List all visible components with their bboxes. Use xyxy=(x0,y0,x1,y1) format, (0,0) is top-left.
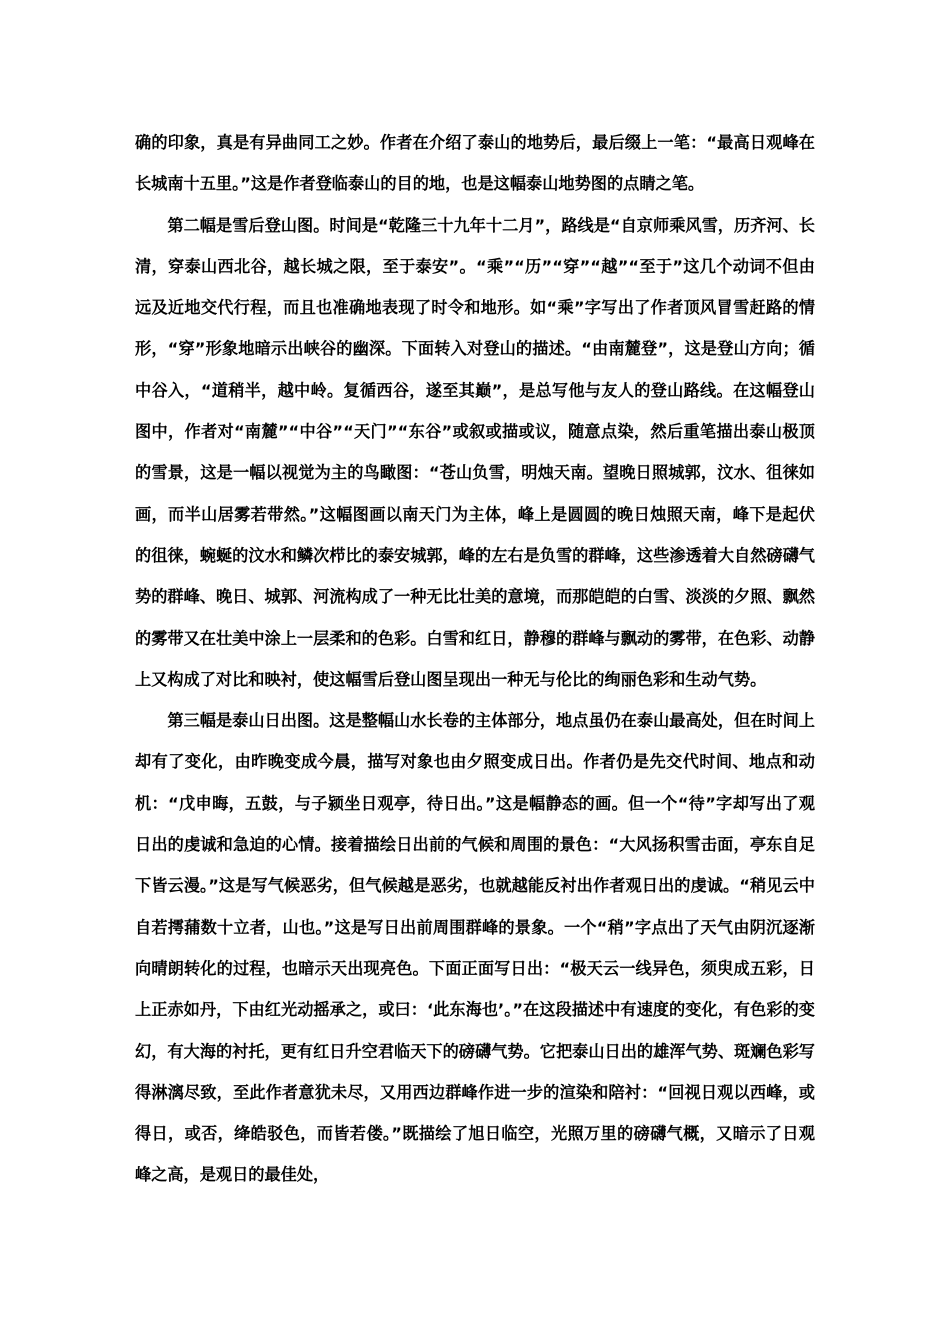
paragraph-3: 第三幅是泰山日出图。这是整幅山水长卷的主体部分，地点虽仍在泰山最高处，但在时间上却有了变化，由昨晚变成今晨，描写对象也由夕照变成日出。作者仍是先交代时间、地点和动机：“戊申晦，五鼓，与子颍坐日观亭，待日出。”这是幅静态的画。但一个“待”字却写出了观日出的虔诚和急迫的心情。接着描绘日出前的气候和周围的景色：“大风扬积雪击面，亭东自足下皆云漫。”这是写气候恶劣，但气候越是恶劣，也就越能反衬出作者观日出的虔诚。“稍见云中自若摴蒱数十立者，山也。”这是写日出前周围群峰的景象。一个“稍”字点出了天气由阴沉逐渐向晴朗转化的过程，也暗示天出现亮色。下面正面写日出：“极天云一线异色，须臾成五彩，日上正赤如丹，下由红光动摇承之，或曰：‘此东海也’。”在这段描述中有速度的变化，有色彩的变幻，有大海的衬托，更有红日升空君临天下的磅礴气势。它把泰山日出的雄浑气势、斑斓色彩写得淋漓尽致，至此作者意犹未尽，又用西边群峰作进一步的渲染和陪衬：“回视日观以西峰，或得日，或否，绛皓驳色，而皆若偻。”既描绘了旭日临空，光照万里的磅礴气概，又暗示了日观峰之高，是观日的最佳处， xyxy=(135,711,815,1185)
paragraph-1: 确的印象，真是有异曲同工之妙。作者在介绍了泰山的地势后，最后缀上一笔：“最高日观峰在长城南十五里。”这是作者登临泰山的目的地，也是这幅泰山地势图的点睛之笔。 xyxy=(135,133,815,194)
document-body xyxy=(135,122,815,1196)
paragraph-2: 第二幅是雪后登山图。时间是“乾隆三十九年十二月”，路线是“自京师乘风雪，历齐河、长清，穿泰山西北谷，越长城之限，至于泰安”。“乘”“历”“穿”“越”“至于”这几个动词不但由远及近地交代行程，而且也准确地表现了时令和地形。如“乘”字写出了作者顶风冒雪赶路的情形，“穿”形象地暗示出峡谷的幽深。下面转入对登山的描述。“由南麓登”，这是登山方向；循中谷入，“道稍半，越中岭。复循西谷，遂至其巅”，是总写他与友人的登山路线。在这幅登山图中，作者对“南麓”“中谷”“天门”“东谷”或叙或描或议，随意点染，然后重笔描出泰山极顶的雪景，这是一幅以视觉为主的鸟瞰图：“苍山负雪，明烛天南。望晚日照城郭，汶水、徂徕如画，而半山居雾若带然。”这幅图画以南天门为主体，峰上是圆圆的晚日烛照天南，峰下是起伏的徂徕，蜿蜒的汶水和鳞次栉比的泰安城郭，峰的左右是负雪的群峰，这些渗透着大自然磅礴气势的群峰、晚日、城郭、河流构成了一种无比壮美的意境，而那皑皑的白雪、淡淡的夕照、飘然的雾带又在壮美中涂上一层柔和的色彩。白雪和红日，静穆的群峰与飘动的雾带，在色彩、动静上又构成了对比和映衬，使这幅雪后登山图呈现出一种无与伦比的绚丽色彩和生动气势。 xyxy=(135,215,815,689)
